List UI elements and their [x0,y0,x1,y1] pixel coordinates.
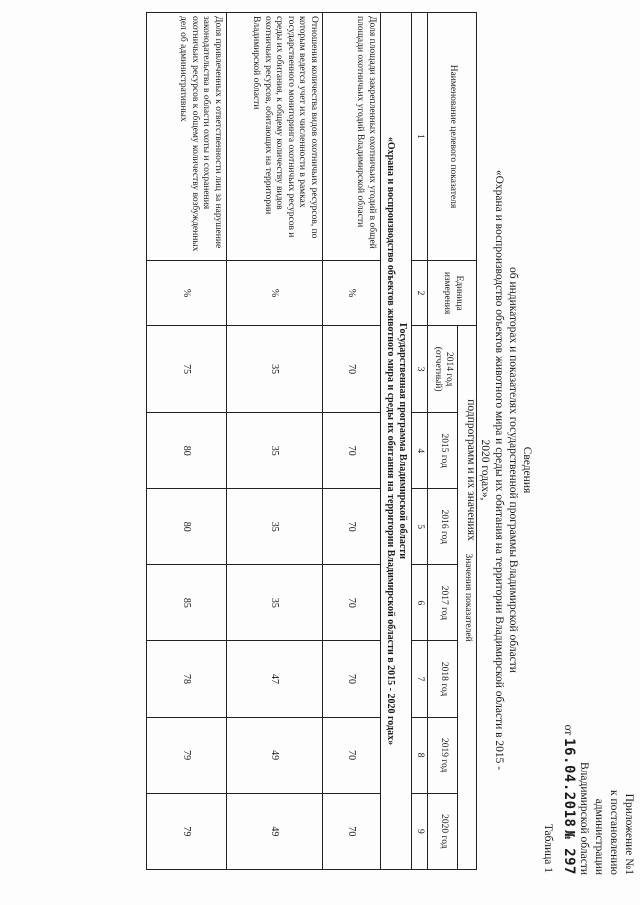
header-year: 2017 год [428,565,458,641]
column-index: 1 [412,13,429,261]
indicator-value: 49 [227,793,323,869]
table-row [147,13,227,870]
indicator-value: 79 [147,793,227,869]
indicator-value: 70 [323,413,381,489]
indicator-value: 85 [147,565,227,641]
column-index: 9 [412,793,429,869]
indicator-value: 70 [323,565,381,641]
indicator-value: 80 [147,413,227,489]
indicator-unit: % [147,260,227,325]
heading-line-4: подпрограмм и их значениях [465,399,477,541]
indicator-name: Доля привлеченных к ответственности лиц за нарушение законодательства в области охоты и сохранения охотничьих ресурсов к общему количеству возбужденных дел об административных [147,13,227,261]
header-values-group: Значения показателей [458,326,477,870]
date-prefix: от [562,724,574,736]
column-index-row [412,13,429,870]
table-row [323,13,381,870]
header-name: Наименование целевого показателя [428,13,477,261]
header-year: 2016 год [428,489,458,565]
column-index: 3 [412,326,429,413]
table-label: Таблица 1 [542,823,554,873]
indicator-name: Доля площади закрепленных охотничьих угодий в общей площади охотничьих угодий Владимирской области [323,13,381,261]
indicator-value: 70 [323,326,381,413]
annex-date-line [560,635,576,875]
indicator-value: 35 [227,489,323,565]
column-index: 7 [412,641,429,717]
indicator-value: 80 [147,489,227,565]
indicator-value: 35 [227,326,323,413]
indicator-value: 70 [323,489,381,565]
indicator-value: 49 [227,717,323,793]
header-year: 2018 год [428,641,458,717]
indicator-name: Отношения количества видов охотничьих ресурсов, по которым ведется учет их численности в рамках государственного мониторинга охотничьих ресурсов и среды их обитания, к общему количеству видов охотничьих ресурсов, обитающих на территории Владимирской области [227,13,323,261]
indicator-unit: % [323,260,381,325]
heading-line-3: «Охрана и воспроизводство объектов животного мира и среды их обитания на территории Владимирской области в 2015 - 2020 годах», [479,169,505,771]
heading-line-2: об индикаторах и показателях государственной программы Владимирской области [507,267,519,673]
header-row-1 [458,13,477,870]
indicators-table [146,12,477,870]
indicator-value: 70 [323,641,381,717]
heading-line-1: Сведения [521,446,533,494]
table-row [227,13,323,870]
column-index: 8 [412,717,429,793]
indicator-value: 35 [227,565,323,641]
program-title-row [381,13,412,870]
column-index: 6 [412,565,429,641]
annex-line-region: Владимирской области [578,761,590,875]
indicator-value: 70 [323,793,381,869]
indicator-value: 70 [323,717,381,793]
column-index: 5 [412,489,429,565]
handwritten-date: 16.04.2018 [561,738,577,828]
handwritten-number: № 297 [561,830,577,875]
indicator-value: 78 [147,641,227,717]
header-year: 2015 год [428,413,458,489]
header-year: 2020 год [428,793,458,869]
annex-line-resolution: к постановлению [608,790,620,875]
column-index: 4 [412,413,429,489]
header-year: 2014 год (отчетный) [428,326,458,413]
indicator-value: 35 [227,413,323,489]
indicator-value: 75 [147,326,227,413]
header-unit: Единица измерения [428,260,477,325]
indicator-value: 79 [147,717,227,793]
program-title-cell [381,13,412,870]
header-year: 2019 год [428,717,458,793]
program-title-line-2: «Охрана и воспроизводство объектов животного мира и среды их обитания на территории Владимирской области в 2015 - 2020 годах» [385,136,396,746]
indicator-value: 47 [227,641,323,717]
annex-line-administration: администрации [593,798,605,875]
indicator-unit: % [227,260,323,325]
program-title-line-1: Государственная программа Владимирской области [397,323,408,559]
column-index: 2 [412,260,429,325]
annex-title: Приложение №1 [623,793,635,875]
annex-block [560,635,636,875]
